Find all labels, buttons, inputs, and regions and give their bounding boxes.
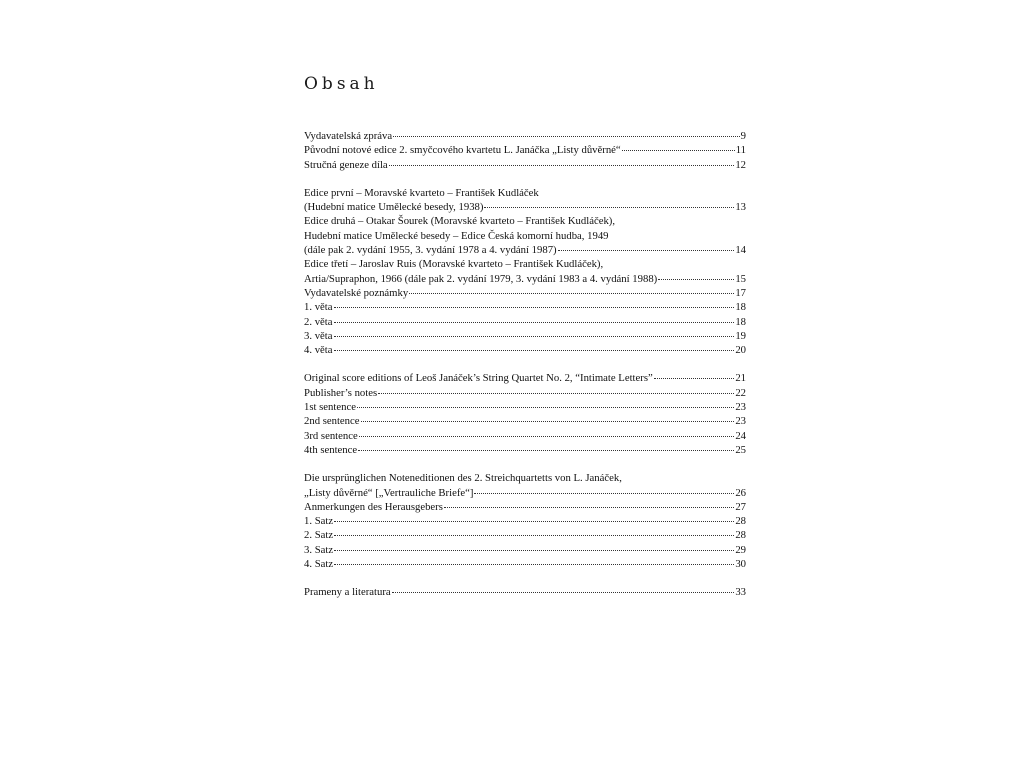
toc-page-number: 23 [735,401,746,414]
toc-entry-title: Hudební matice Umělecké besedy – Edice Česká komorní hudba, 1949 [304,229,609,242]
dot-leader [361,420,735,422]
dot-leader [334,321,735,323]
toc-entry-line [304,486,746,500]
toc-entry-line [304,200,746,214]
toc-page-number: 12 [735,158,746,171]
toc-entry-line [304,343,746,357]
toc-entry-title: Edice první – Moravské kvarteto – František Kudláček [304,186,539,199]
toc-entry-line [304,214,746,228]
dot-leader [484,206,734,208]
table-of-contents [304,129,746,614]
toc-page-number: 23 [735,415,746,428]
toc-entry-title: Stručná geneze díla [304,158,388,171]
dot-leader [334,549,734,551]
toc-entry-line [304,471,746,485]
dot-leader [474,492,734,494]
toc-entry-line [304,400,746,414]
toc-entry-line [304,158,746,172]
toc-entry-line [304,329,746,343]
toc-page-number: 27 [735,500,746,513]
toc-entry[interactable] [304,143,746,157]
dot-leader [654,377,735,379]
toc-entry[interactable] [304,543,746,557]
toc-entry-line [304,300,746,314]
toc-entry-line [304,186,746,200]
toc-entry-title: Edice druhá – Otakar Šourek (Moravské kvarteto – František Kudláček), [304,215,616,228]
dot-leader [359,435,735,437]
toc-page-number: 18 [735,315,746,328]
toc-page-number: 14 [735,244,746,257]
toc-entry-line [304,129,746,143]
dot-leader [622,149,735,151]
toc-entry-line [304,143,746,157]
toc-entry[interactable] [304,500,746,514]
toc-entry-title: 2nd sentence [304,415,360,428]
dot-leader [444,506,734,508]
dot-leader [409,292,734,294]
toc-entry[interactable] [304,528,746,542]
toc-entry[interactable] [304,557,746,571]
toc-entry-title: Original score editions of Leoš Janáček’s String Quartet No. 2, “Intimate Letters” [304,372,653,385]
toc-page-number: 24 [735,429,746,442]
toc-entry-title: Publisher’s notes [304,386,378,399]
toc-page-number: 19 [735,329,746,342]
toc-entry-title: (dále pak 2. vydání 1955, 3. vydání 1978 a 4. vydání 1987) [304,244,557,257]
dot-leader [358,449,734,451]
toc-entry-title: Edice třetí – Jaroslav Ruis (Moravské kvarteto – František Kudláček), [304,258,604,271]
toc-entry-title: Vydavatelská zpráva [304,130,393,142]
toc-entry-title: Původní notové edice 2. smyčcového kvartetu L. Janáčka „Listy důvěrné“ [304,144,621,157]
toc-page-number: 17 [735,286,746,299]
toc-entry[interactable] [304,158,746,172]
toc-entry-title: 1. věta [304,301,333,314]
toc-entry-line [304,286,746,300]
toc-entry-line [304,585,746,599]
toc-page-number: 29 [735,543,746,556]
toc-entry-title: „Listy důvěrné“ [„Vertrauliche Briefe“] [304,486,474,499]
toc-entry-line [304,443,746,457]
dot-leader [392,591,735,593]
toc-entry-line [304,257,746,271]
toc-entry[interactable] [304,129,746,143]
toc-entry[interactable] [304,257,746,286]
toc-entry-title: 3. Satz [304,543,334,556]
toc-entry-title: 4. věta [304,344,333,357]
toc-entry[interactable] [304,414,746,428]
toc-entry[interactable] [304,300,746,314]
toc-entry-title: (Hudební matice Umělecké besedy, 1938) [304,201,484,214]
toc-entry-title: 1. Satz [304,515,334,528]
dot-leader [658,278,734,280]
toc-entry-line [304,243,746,257]
toc-entry[interactable] [304,471,746,500]
page-title: Obsah [304,74,379,94]
dot-leader [558,249,735,251]
toc-section [304,186,746,358]
toc-page-number: 33 [735,586,746,599]
toc-page-number: 28 [735,515,746,528]
dot-leader [334,534,734,536]
toc-page-number: 20 [735,344,746,357]
toc-entry-title: Artia/Supraphon, 1966 (dále pak 2. vydání 1979, 3. vydání 1983 a 4. vydání 1988) [304,272,658,285]
toc-page-number: 11 [735,144,746,157]
toc-entry-title: 4. Satz [304,558,334,571]
toc-entry[interactable] [304,315,746,329]
toc-entry-title: 2. Satz [304,529,334,542]
toc-entry[interactable] [304,514,746,528]
toc-page-number: 26 [735,486,746,499]
toc-entry[interactable] [304,386,746,400]
toc-entry[interactable] [304,329,746,343]
dot-leader [334,306,735,308]
dot-leader [357,406,734,408]
toc-page-number: 18 [735,301,746,314]
toc-entry[interactable] [304,186,746,215]
toc-entry-title: 3. věta [304,329,333,342]
toc-page-number: 28 [735,529,746,542]
toc-entry[interactable] [304,343,746,357]
toc-section [304,371,746,457]
toc-entry-line [304,386,746,400]
toc-entry-title: 2. věta [304,315,333,328]
dot-leader [334,563,734,565]
toc-page-number: 15 [735,272,746,285]
dot-leader [334,335,735,337]
toc-entry-line [304,371,746,385]
toc-page-number: 25 [735,443,746,456]
toc-entry-line [304,528,746,542]
toc-page-number: 21 [735,372,746,385]
toc-entry-title: 4th sentence [304,443,358,456]
toc-entry-line [304,429,746,443]
toc-entry-title: Vydavatelské poznámky [304,286,409,299]
toc-entry[interactable] [304,371,746,385]
toc-section [304,471,746,571]
toc-entry-line [304,514,746,528]
toc-entry[interactable] [304,400,746,414]
dot-leader [334,520,734,522]
toc-entry[interactable] [304,429,746,443]
toc-entry-line [304,500,746,514]
toc-entry[interactable] [304,443,746,457]
toc-entry-line [304,414,746,428]
toc-page-number: 9 [740,130,746,142]
toc-page-number: 30 [735,558,746,571]
toc-entry-title: 1st sentence [304,401,356,414]
toc-section [304,129,746,172]
dot-leader [389,164,735,166]
dot-leader [378,392,734,394]
toc-entry[interactable] [304,286,746,300]
toc-entry-title: Die ursprünglichen Noteneditionen des 2. Streichquartetts von L. Janáček, [304,472,622,485]
toc-entry-title: 3rd sentence [304,429,358,442]
toc-entry-title: Prameny a literatura [304,586,391,599]
dot-leader [393,135,740,137]
toc-entry-line [304,229,746,243]
toc-entry-line [304,543,746,557]
toc-entry-title: Anmerkungen des Herausgebers [304,500,443,513]
toc-section [304,585,746,599]
dot-leader [334,349,735,351]
toc-page-number: 13 [735,201,746,214]
toc-entry-line [304,315,746,329]
toc-entry[interactable] [304,214,746,257]
toc-entry-line [304,557,746,571]
toc-entry-line [304,272,746,286]
toc-page-number: 22 [735,386,746,399]
toc-entry[interactable] [304,585,746,599]
